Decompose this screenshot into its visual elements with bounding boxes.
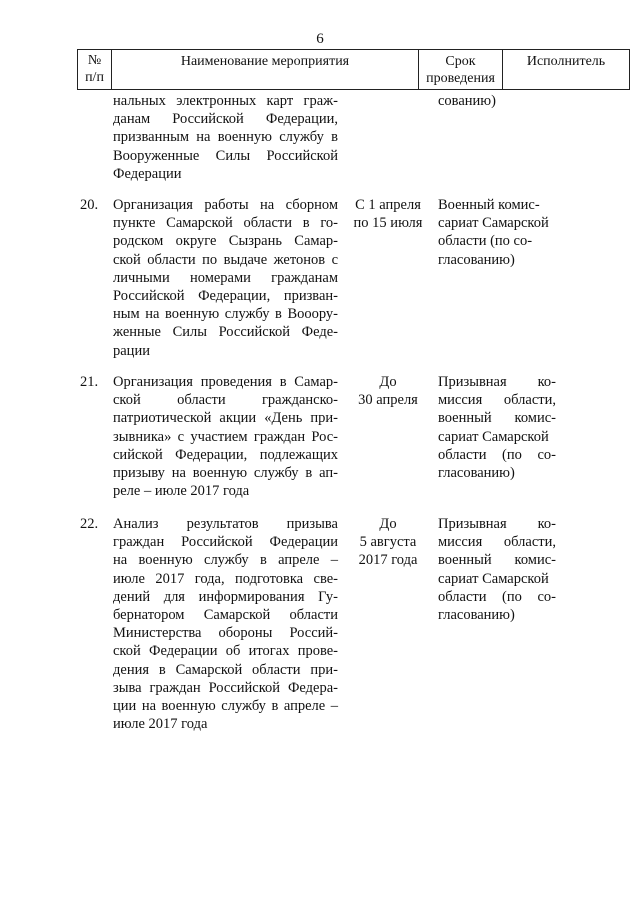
title-line: родском округе Сызрань Самар- (113, 233, 338, 250)
executor-line: области (по со- (438, 588, 556, 605)
title-line: зывника» с участием граждан Рос- (113, 428, 338, 445)
title-line: на военную службу в апреле – (113, 552, 338, 569)
title-line: дений для информирования Гу- (113, 588, 338, 605)
row-title (113, 373, 338, 500)
title-line: личными номерами гражданам (113, 269, 338, 286)
executor-line: военный комис- (438, 552, 556, 569)
deadline-line: 5 августа (359, 534, 417, 551)
title-line: женные Силы Российской Феде- (113, 324, 338, 341)
page-number: 6 (316, 31, 324, 47)
executor-line: гласованию) (438, 465, 515, 482)
executor-line: миссия области, (438, 392, 556, 409)
executor-line: Призывная ко- (438, 516, 556, 532)
executor-line: области (по со- (438, 233, 533, 250)
title-line: Вооруженные Силы Российской (113, 147, 338, 164)
executor-line: области (по со- (438, 446, 556, 463)
header-name-cell (111, 49, 418, 90)
header-deadline-line1: Срок (445, 54, 476, 69)
title-line: реле – июле 2017 года (113, 483, 250, 500)
title-line: ской области по выдаче жетонов с (113, 251, 338, 268)
title-line: ции на военную службу в апреле – (113, 698, 338, 715)
row-number: 22. (80, 516, 99, 532)
deadline-line: 30 апреля (358, 392, 418, 409)
deadline-line: До (379, 374, 397, 390)
title-line: зыва граждан Российской Федера- (113, 679, 338, 696)
row-executor (438, 373, 556, 482)
deadline-line: До (379, 516, 397, 532)
deadline-line: С 1 апреля (355, 197, 421, 213)
executor-line: сариат Самарской (438, 215, 549, 232)
header-name-label: Наименование мероприятия (180, 54, 350, 69)
header-number-abbr: п/п (85, 70, 104, 85)
title-line: пункте Самарской области в го- (113, 215, 338, 232)
header-executor-label: Исполнитель (526, 54, 606, 69)
deadline-line: 2017 года (358, 552, 418, 569)
header-deadline-line2: проведения (426, 71, 495, 86)
executor-line: военный комис- (438, 410, 556, 427)
title-line: ской области гражданско- (113, 392, 338, 409)
title-line: граждан Российской Федерации (113, 534, 338, 551)
row-executor (438, 196, 556, 269)
header-deadline-cell (418, 49, 502, 90)
title-line: дения в Самарской области при- (113, 661, 338, 678)
row-number: 20. (80, 197, 99, 213)
row-title (113, 196, 338, 360)
header-number-cell (77, 49, 111, 90)
executor-line: сариат Самарской (438, 570, 549, 587)
header-executor-cell (502, 49, 630, 90)
title-line: призванным на военную службу в (113, 129, 338, 146)
title-line: июле 2017 года (113, 716, 208, 733)
row-number: 21. (80, 374, 99, 390)
title-line: Организация работы на сборном (113, 197, 338, 213)
row-deadline (348, 196, 428, 232)
executor-line: сованию) (438, 93, 496, 109)
continuation-executor (438, 92, 556, 110)
title-line: Министерства обороны Россий- (113, 625, 338, 642)
deadline-line: по 15 июля (353, 215, 423, 232)
continuation-title (113, 92, 338, 183)
row-title (113, 515, 338, 733)
executor-line: Призывная ко- (438, 374, 556, 390)
executor-line: миссия области, (438, 534, 556, 551)
title-line: бернатором Самарской области (113, 607, 338, 624)
row-executor (438, 515, 556, 624)
title-line: призыву на военную службу в ап- (113, 465, 338, 482)
title-line: рации (113, 342, 150, 359)
executor-line: Военный комис- (438, 197, 540, 213)
title-line: данам Российской Федерации, (113, 111, 338, 128)
row-deadline (348, 515, 428, 570)
title-line: Российской Федерации, призван- (113, 288, 338, 305)
title-line: Анализ результатов призыва (113, 516, 338, 532)
table-header (77, 49, 606, 90)
row-deadline (348, 373, 428, 409)
title-line: патриотической акции «День при- (113, 410, 338, 427)
title-line: ской Федерации об итогах прове- (113, 643, 338, 660)
executor-line: сариат Самарской (438, 428, 549, 445)
title-line: нальных электронных карт граж- (113, 93, 338, 109)
title-line: сийской Федерации, подлежащих (113, 446, 338, 463)
title-line: Организация проведения в Самар- (113, 374, 338, 390)
executor-line: гласованию) (438, 607, 515, 624)
header-number-symbol: № (87, 53, 102, 68)
title-line: Федерации (113, 165, 182, 182)
executor-line: гласованию) (438, 251, 515, 268)
title-line: июле 2017 года, подготовка све- (113, 570, 338, 587)
title-line: ным на военную службу в Вооору- (113, 306, 338, 323)
